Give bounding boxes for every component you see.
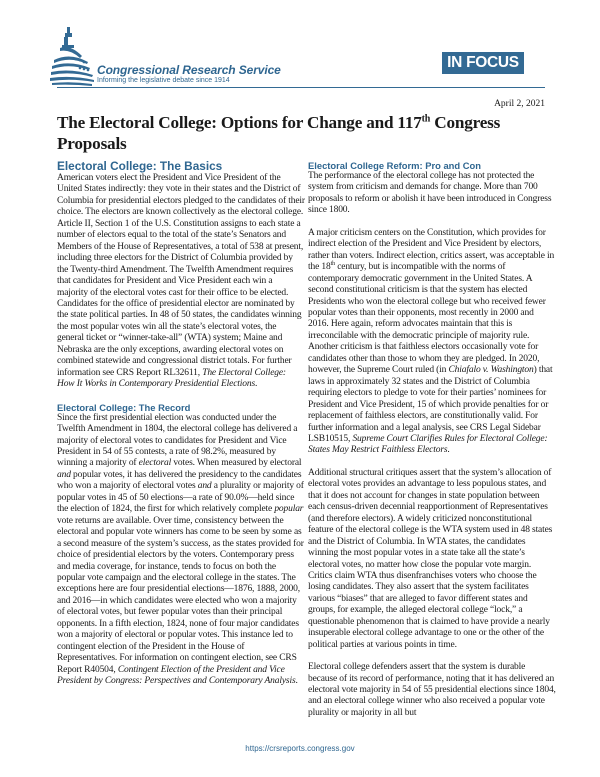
reform-superscript: th — [330, 261, 335, 268]
reform-period: . — [447, 445, 450, 456]
reform-paragraph-3: Additional structural critiques assert that the system’s allocation of electoral votes provides an advantage to less populous states, and that it does not account for changes in state population between each census-driven decennial reapportionment of Representatives (and therefore electors). A widely criticized nonconstitutional feature of the electoral college is the WTA system used in 48 states and the District of Columbia. In WTA states, the candidates winning the most popular votes in a state take all the state’s electoral votes, no matter how close the popular vote margin. Critics claim WTA thus disenfranchises voters who choose the losing candidates. They also assert that the system facilitates various “biases” that are alleged to favor different states and groups, for example, the alleged electoral college “lock,” a questionable phenomenon that is claimed to have provide a nearly insuperable electoral college advantage to one or the other of the political parties at various points in time. — [308, 467, 553, 650]
right-column — [308, 160, 556, 719]
section-heading-reform: Electoral College Reform: Pro and Con — [308, 160, 481, 171]
reform-paragraph-2 — [308, 228, 556, 457]
in-focus-badge: IN FOCUS — [442, 52, 524, 74]
reform-case-name: Chiafalo v. Washington — [448, 365, 534, 376]
spacer — [308, 651, 556, 662]
record-text-3: popular votes, it has delivered the presidency to the candidates who won a majority of electoral votes — [57, 469, 302, 492]
page-title — [57, 112, 547, 154]
record-period: . — [295, 676, 298, 687]
record-emphasis-popular: popular — [274, 504, 304, 515]
record-emphasis-and: and — [57, 469, 71, 480]
publication-date: April 2, 2021 — [494, 99, 545, 109]
section-heading-basics: Electoral College: The Basics — [57, 159, 223, 173]
record-emphasis-and-2: and — [197, 481, 212, 492]
record-text-4: a plurality or majority of popular votes in 45 of 50 elections—a rate of 90.0%—held since the election of 1824, the first for which relatively complete — [57, 481, 304, 515]
record-text-5: vote returns are available. Over time, consistency between the electoral and popular vote winners has come to be seen by some as a second measure of the system’s success, as the states provided for choice of presidential electors by the voters. Contemporary press and media coverage, for instance, tends to focus on both the popular vote campaign and the electoral college in the states. The exceptions here are four presidential elections—1876, 1888, 2000, and 2016—in which candidates were elected who won a majority of electoral votes, but fewer popular votes than their principal opponents. In a fifth election, 1824, none of four major candidates won a majority of electoral or popular votes. This instance led to contingent election of the President in the House of Representatives. For information on contingent election, see CRS Report R40504, — [57, 515, 304, 675]
record-text-2: votes. When measured by electoral — [171, 458, 302, 469]
title-superscript: th — [421, 113, 431, 125]
reform-text-3: ) that laws in approximately 32 states and the District of Columbia requiring electors to pledge to vote for their parties’ nominees for President and Vice President, 15 of which provide penalties for or replacement of faithless electors, are constitutionally valid. For further information and a legal analysis, see CRS Legal Sidebar LSB10515, — [308, 365, 553, 444]
spacer — [57, 391, 305, 402]
capitol-dome-logo-icon — [50, 27, 94, 89]
reform-paragraph-1: The performance of the electoral college has not protected the system from criticism and demands for change. More than 700 proposals to reform or abolish it have been introduced in Congress since 1800. — [308, 171, 552, 216]
reform-sidebar-title: Supreme Court Clarifies Rules for Electoral College: States May Restrict Faithless Electors — [308, 433, 548, 456]
basics-paragraph — [57, 173, 305, 391]
title-main: The Electoral College: Options for Change and 117 — [57, 113, 422, 132]
section-heading-record: Electoral College: The Record — [57, 401, 191, 413]
basics-text: American voters elect the President and Vice President of the United States indirectly: they vote in their states and the District of Columbia for presidential electors pledged to the candidates of their choice. The electors are known collectively as the electoral college. Article II, Section 1 of the U.S. Constitution assigns to each state a number of electors equal to the total of the state’s Senators and Members of the House of Representatives, a total of 538 at present, including three electors for the District of Columbia provided by the Twenty-third Amendment. The Twelfth Amendment requires that candidates for President and Vice President each win a majority of the electoral votes cast for their office to be elected. Candidates for the office of presidential elector are nominated by the state political parties. In 48 of 50 states, the candidates winning the most popular votes win all the state’s electoral votes, the general ticket or “winner-take-all” (WTA) system; Maine and Nebraska are the only exceptions, awarding electoral votes on combined statewide and congressional district totals. For further information see CRS Report RL32611, — [57, 173, 305, 378]
basics-period: . — [255, 379, 258, 390]
reform-text-2: century, but is incompatible with the norms of contemporary democratic government in the United States. A second constitutional criticism is that the system has elected Presidents who won the electoral college but who received fewer popular votes than their opponents, most recently in 2000 and 2016. Here again, reform advocates maintain that this is irreconcilable with the democratic principle of majority rule. Another criticism is that faithless electors occasionally vote for candidates other than those to whom they are pledged. In 2020, however, the Supreme Court ruled (in — [308, 262, 546, 376]
spacer — [308, 457, 556, 468]
reform-text-1: A major criticism centers on the Constitution, which provides for indirect election of the President and Vice President by electors, rather than voters. Indirect election, critics assert, was acceptable in the 18 — [308, 227, 555, 273]
record-emphasis-electoral: electoral — [138, 458, 172, 469]
org-tagline: Informing the legislative debate since 1914 — [97, 77, 230, 84]
basics-report-title: The Electoral College: How It Works in Contemporary Presidential Elections — [57, 367, 286, 390]
title-rest: Congress Proposals — [57, 113, 501, 153]
left-column — [57, 160, 305, 687]
record-report-title: Contingent Election of the President and Vice President by Congress: Perspectives and Contemporary Analysis — [57, 664, 296, 687]
spacer — [308, 217, 556, 228]
record-paragraph — [57, 413, 305, 688]
record-text-1: Since the first presidential election was conducted under the Twelfth Amendment in 1804, the electoral college has delivered a majority of electoral votes to candidates for President and Vice President in 54 of 55 contests, a rate of 98.2%, measured by winning a majority of — [57, 412, 298, 469]
reform-paragraph-4: Electoral college defenders assert that the system is durable because of its record of performance, noting that it has delivered an electoral vote majority in 54 of 55 presidential elections since 1804, and an electoral college winner who also received a popular vote plurality or majority in all but — [308, 662, 556, 718]
footer-url-link[interactable]: https://crsreports.congress.gov — [245, 744, 355, 753]
page-header — [50, 25, 550, 91]
header-divider — [57, 87, 545, 88]
org-name: Congressional Research Service — [97, 63, 281, 77]
